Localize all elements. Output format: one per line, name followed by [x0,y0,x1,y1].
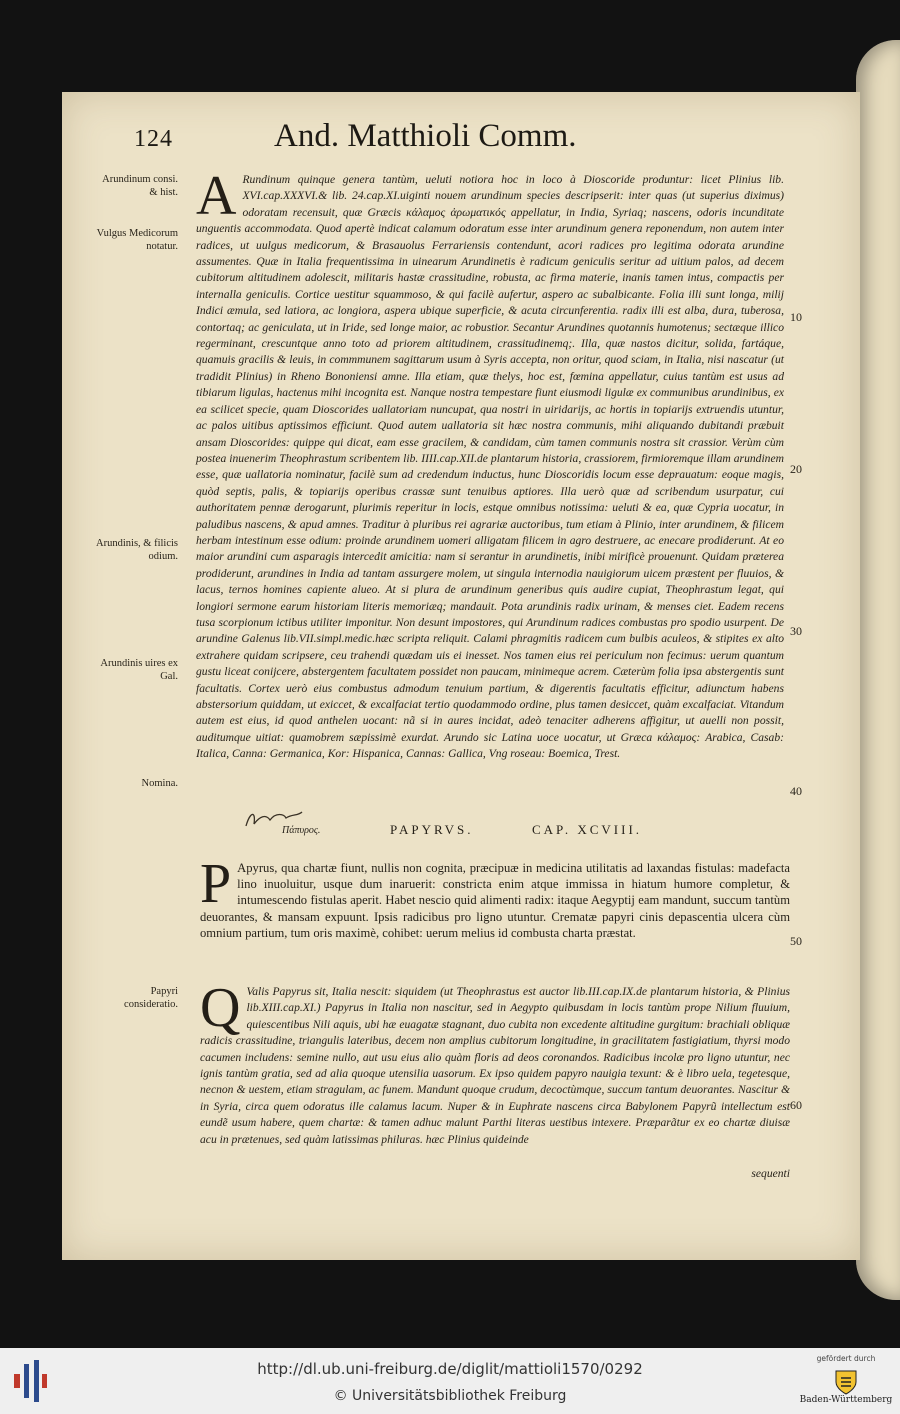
page-header [134,118,734,162]
sponsor-label: gefördert durch [816,1354,876,1363]
running-title: And. Matthioli Comm. [274,118,577,154]
document-url-link[interactable]: http://dl.ub.uni-freiburg.de/diglit/mattioli1570/0292 [257,1360,643,1378]
line-number: 60 [790,1098,802,1112]
viewer-footer [0,1348,900,1414]
drop-cap-a: A [196,165,237,227]
page-number: 124 [134,126,173,152]
catchword: sequenti [751,1167,790,1180]
commentary-paragraph-papyrus [200,977,790,1162]
margin-note-arundinum: Arundinum consi. & hist. [102,174,178,198]
line-number: 30 [790,624,802,638]
margin-note-arundinis-vires: Arundinis uires ex Gal. [100,658,178,682]
line-number: 50 [790,934,802,948]
sponsor-block [798,1354,894,1405]
commentary-text-arundo: Rundinum quinque genera tantùm, ueluti notiora hoc in loco à Dioscoride produntur: licet Plinius lib. XVI.cap.XXXVI.& lib. 24.cap.XI.uiginti nouem arundinum species descripserit: inter quas (ut superius diximus) odoratam recensuit, quæ Græcis κάλαμος ἀρωματικός appellatur, in India, Syriaq; nascens, odoris incunditate unguentis accommodata. Quod apertè indicat calamum odoratum esse inter arundinum genera reponendum, non autem inter radices, ut uulgus medicorum, & Brasauolus Ferrariensis contendunt, acori radices pro legitima odorata arundine assumentes. Quæ in Italia frequentissima in uinearum Arundinetis è radicum geniculis seritur ad uitium palos, ad decem cubitorum altitudinem adolescit, militaris hastæ crassitudine, robusta, ac firma materie, inanis tamen intus, compactis per internalla geniculis. Cortice uestitur squammoso, & qui facilè aufertur, aspero ac subalbicante. Folia illi sunt longa, milij Indici æmula, sed latiora, ac longiora, aspera ubique superficie, & acuta circunferentia. radix illi est alba, dura, tuberosa, contortaq; ac geniculata, ut in Iride, sed longe maior, ac robustior. Secantur Arundines quotannis humotenus; sectæque illico regerminant, crescuntque anno toto ad priorem altitudinem, crassitudinemq;. Illa, quæ nastos dicitur, solida, fartáque, quamuis gracilis & leuis, in commmunem sagittarum usum à Syris accepta, non oritur, quod sciam, in Italia, nisi nascatur (ut tradidit Plinius) in Rheno Bononiensi amne. Illa etiam, quæ thelys, hoc est, fœmina appellatur, cuius tantùm est usus ad tibiarum ligulas, hactenus mihi incognita est. Nanque nostra tempestare fiunt eiusmodi ligulæ ex communibus arundinibus, ex ea scilicet specie, quam Dioscorides uallatoriam nuncupat, qua nostri in uiridarijs, ac hortis in topiarijs extruendis utuntur, ac palos uitibus aptissimos efficiunt. Quod autem uallatoria sit hæc nostra communis, mihi aliquando dubitandi præbuit ansam Dioscorides: quippe qui dicat, eam esse gracilem, & candidam, cùm tamen communis nostra sit crassior. Verùm cùm postea inuenerim Theophrastum scribentem lib. IIII.cap.XII.de plantarum historia, crassiorem, firmioremque illam arundinem esse, quæ uallatoria nominatur, facilè sum ad credendum inductus, hunc Dioscoridis locum esse deprauatum: eoque magis, quòd septis, palis, & topiarijs operibus crassæ sunt tenuibus aptiores. Illa uerò quæ ad scribendum usurpatur, cui authoritatem pennæ derogarunt, plurimis reperitur in locis, estque omnibus notissima: ueluti & ea, quæ Cypria uocatur, in paludibus nascens, & apud amnes. Traditur à pluribus rei agrariæ auctoribus, tum etiam à Plinio, inter arundinem, & filicem herbam intestinum esse odium: proinde arundinem uomeri alligatam filicem in agro destruere, ac enecare prodiderunt. At eo maior arundini cum asparagis intercedit amicitia: nam si serantur in arundinetis, inibi mirificè prouenunt. Quidam præterea prodiderunt, arundines in India ad tantam assurgere molem, ut singula internodia nauigiorum uicem præstent per fluuios, & lacus, ternos homines capiente alueo. At si plura de arundinum generibus quis audire cupiat, Theophrastum legat, qui longiori sermone earum historiam literis memoriæq; mandauit. Pota arundinis radix urinam, & menses ciet. Eadem recens tusa scorpionum ictibus utiliter imponitur. Non desunt impostores, qui Arundinum radices combustas pro spodio usurpent. De arundine Galenus lib.VII.simpl.medic.hæc scripta reliquit. Calami phragmitis radicem cum bulbis aculeos, & stipites ex alto extrahere quidam scripsere, ceu trahendi quædam uis ei inesset. Nos tamen eius rei periculum non fecimus: uerum quantum gustu liceat conijcere, abstergentem facultatem possidet non paucam, minimeque acrem. Cæterùm folia ipsa abstergentis sunt facultatis. Cortex uerò eius combustus admodum tenuium partium, & digerentis facultatis efficitur, adiunctum habens abstersorium quiddam, ut exiccet, & excalfaciat tertio quodammodo ordine, plus tamen desiccet, quàm excalfaciat. Vitandum autem est eius, id quod anthelen uocant: nã si in aures incidat, adeò tenaciter adherens affigitur, ut auelli non possit, auditumque uitiat: quamobrem sæpissimè exurdat. Arundo sic Latina uoce uocatur, ut Græca κάλαμος: Arabica, Casab: Italica, Canna: Germanica, Kor: Hispanica, Cannas: Gallica, Vng roseau: Boemica, Trest. [196,173,784,761]
margin-note-nomina: Nomina. [141,778,178,789]
margin-note-arundinis-odium: Arundinis, & filicis odium. [96,538,178,562]
chapter-number: CAP. XCVIII. [532,822,643,837]
sponsor-name: Baden-Württemberg [799,1395,893,1405]
margin-note-vulgus: Vulgus Medicorum notatur. [96,228,178,252]
dioscorides-text-papyrus: Apyrus, qua chartæ fiunt, nullis non cognita, præcipuæ in medicina utilitatis ad laxandas fistulas: madefacta lino inuoluitur, usque dum inaruerit: constricta enim atque immissa in hiatum humore completur, & intumescendo fistulas aperit. Habet nescio quid alimenti radix: itaque Aegyptij eam mandunt, succum tantùm deuorantes, & mansam expuunt. Ipsis radicibus pro ligno utuntur. Crematæ papyri cinis depascentia ulcera cùm omnium partium, tum oris maximè, cohibet: uerum melius id combusta charta præstat. [200,861,790,940]
drop-cap-q: Q [200,977,241,1039]
drop-cap-p: P [200,853,232,915]
margin-note-papyri: Papyri consideratio. [124,986,178,1010]
state-crest-icon [832,1368,860,1396]
commentary-paragraph-arundo [196,165,784,800]
chapter-greek-name: Πάπυρος. [282,825,321,836]
line-number: 20 [790,462,802,476]
line-number: 40 [790,784,802,798]
line-number: 10 [790,310,802,324]
dioscorides-paragraph-papyrus [200,853,790,960]
copyright-notice: © Universitätsbibliothek Freiburg [333,1388,567,1404]
chapter-title: PAPYRVS. [390,822,474,837]
handwritten-annotation-icon [240,806,310,836]
facing-page-edge [856,40,900,1300]
commentary-text-papyrus: Valis Papyrus sit, Italia nescit: siquidem (ut Theophrastus est auctor lib.III.cap.IX.de plantarum historia, & Plinius lib.XIII.cap.XI.) Papyrus in Italia non nascitur, sed in Aegypto quibusdam in locis tantùm prope Nilium fluuium, quiescentibus Nili aquis, ubi hæ euagatæ stagnant, duo cubita non excedente altitudine gurgitum: brachiali obliquæ radicis crassitudine, triangulis lateribus, decem non amplius cubitorum longitudine, in gracilitatem fastigiatium, thyrsi modo cacumen includens: semine nullo, aut usu eius alio quàm floris ad deos coronandos. Radicibus incolæ pro ligno utuntur, nec ignis tantùm gratia, sed ad alia quoque utensilia uasorum. Ex ipso quidem papyro nauigia texunt: & è libro uela, tegetesque, necnon & uestem, etiam stragulam, ac funem. Mandunt quoque crudum, decoctùmque, succum tantum deuorantes. Nascitur & in Syria, circa quem odoratus ille calamus lacum. Nuper & in Euphrate nascens circa Babylonem Papyrũ intellectum est eundẽ usum habere, quem chartæ: & tamen adhuc malunt Parthi literas uestibus intexere. Præparãtur ex eo chartæ diuisæ acu in prætenues, sed quàm latissimas philuras. hæc Plinius quideinde [200,985,790,1146]
